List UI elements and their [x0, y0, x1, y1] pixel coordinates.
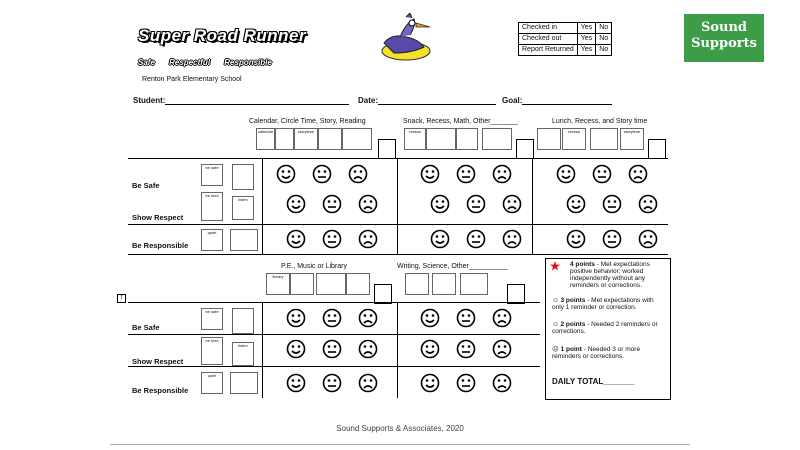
neutral-face-icon[interactable] — [322, 194, 342, 214]
smile-face-icon[interactable] — [556, 164, 576, 184]
smile-face-icon[interactable] — [286, 339, 306, 359]
neutral-face-icon[interactable] — [322, 339, 342, 359]
status-label: Report Returned — [519, 45, 578, 56]
science-icon — [432, 273, 456, 295]
frown-face-icon[interactable] — [502, 194, 522, 214]
reading-icon — [342, 128, 372, 150]
legend-3-title: 3 points — [560, 297, 586, 304]
status-no[interactable]: No — [596, 45, 612, 56]
neutral-face-icon[interactable] — [466, 229, 486, 249]
smile-face-icon: ☺ — [552, 297, 559, 304]
legend-1-desc: - Needed 3 or more reminders or corrections. — [552, 346, 641, 360]
neutral-face-icon[interactable] — [322, 229, 342, 249]
be-kind-icon — [201, 192, 223, 221]
frown-face-icon[interactable] — [638, 229, 658, 249]
goal-line[interactable] — [522, 104, 612, 105]
icon-caption: library — [272, 274, 284, 279]
writing-icon — [405, 273, 429, 295]
smile-face-icon[interactable] — [566, 229, 586, 249]
be-safe-icon — [201, 164, 223, 186]
neutral-face-icon: ☺ — [552, 321, 559, 328]
grid-line — [397, 302, 398, 398]
row-label-show-respect: Show Respect — [132, 357, 184, 366]
quiet-icon — [201, 372, 223, 394]
math-icon — [456, 128, 478, 150]
neutral-face-icon[interactable] — [456, 308, 476, 328]
footer-rule — [110, 444, 690, 445]
neutral-face-icon[interactable] — [322, 373, 342, 393]
smile-face-icon[interactable] — [420, 339, 440, 359]
checkbox[interactable] — [507, 284, 525, 304]
frown-face-icon[interactable] — [492, 164, 512, 184]
neutral-face-icon[interactable] — [456, 164, 476, 184]
icon-caption: storytime — [623, 129, 641, 134]
activity-label: Snack, Recess, Math, Other_______ — [403, 118, 518, 125]
legend-4-points — [570, 261, 666, 289]
be-kind-icon — [201, 337, 223, 365]
recess-icon — [562, 128, 586, 150]
status-yes[interactable]: Yes — [577, 34, 595, 45]
checkbox[interactable] — [374, 284, 392, 304]
icon-caption: be kind — [205, 338, 219, 343]
child-icon — [232, 164, 254, 190]
icon-caption: quiet — [207, 373, 217, 378]
row-label-be-safe: Be Safe — [132, 181, 160, 190]
frown-face-icon[interactable] — [502, 229, 522, 249]
snack-icon — [426, 128, 456, 150]
checkbox[interactable] — [378, 139, 396, 159]
motto-safe: Safe — [138, 58, 155, 67]
smile-face-icon[interactable] — [286, 308, 306, 328]
status-label: Checked out — [519, 34, 578, 45]
grid-line — [128, 158, 668, 159]
footer-credit: Sound Supports & Associates, 2020 — [336, 424, 464, 433]
row-label-be-responsible: Be Responsible — [132, 386, 189, 395]
student-label: Student: — [133, 96, 166, 105]
frown-face-icon[interactable] — [492, 373, 512, 393]
legend-3-desc: - Met expectations with only 1 reminder or correction. — [552, 297, 654, 311]
listen-icon — [232, 342, 254, 366]
date-field[interactable] — [358, 96, 496, 105]
line-up-icon — [230, 229, 258, 251]
logo-line-2: Supports — [691, 36, 757, 51]
status-yes[interactable]: Yes — [577, 23, 595, 34]
recess-icon — [404, 128, 426, 150]
icon-caption: be safe — [205, 165, 219, 170]
icon-caption: storytime — [297, 129, 315, 134]
status-table — [518, 22, 612, 56]
activity-label: P.E., Music or Library — [281, 263, 348, 270]
story-icon — [318, 128, 342, 150]
smile-face-icon[interactable] — [430, 194, 450, 214]
date-line[interactable] — [378, 104, 496, 105]
icon-caption: listen — [238, 197, 248, 202]
line-up-icon — [230, 372, 258, 394]
neutral-face-icon[interactable] — [602, 229, 622, 249]
logo-line-1: Sound — [700, 20, 748, 35]
legend-2-points — [552, 321, 666, 335]
grid-line — [128, 366, 540, 367]
icon-caption: recess — [409, 129, 421, 134]
row-label-be-safe: Be Safe — [132, 323, 160, 332]
smile-face-icon[interactable] — [420, 373, 440, 393]
storytime-icon — [294, 128, 318, 150]
row-label-be-responsible: Be Responsible — [132, 241, 189, 250]
grid-line — [532, 158, 533, 254]
storytime-icon — [620, 128, 644, 150]
activity-label: Lunch, Recess, and Story time — [552, 118, 648, 125]
smile-face-icon[interactable] — [420, 164, 440, 184]
grid-line — [262, 302, 263, 398]
smile-face-icon[interactable] — [420, 308, 440, 328]
grid-line — [128, 334, 540, 335]
child-icon — [232, 308, 254, 334]
anchor-icon[interactable]: f — [117, 294, 126, 303]
frown-face-icon[interactable] — [358, 373, 378, 393]
road-runner-illustration — [372, 13, 436, 63]
icon-caption: listen — [238, 343, 248, 348]
calendar-icon — [256, 128, 275, 150]
grid-line — [128, 302, 540, 303]
legend-3-points — [552, 297, 666, 311]
status-no[interactable]: No — [596, 34, 612, 45]
frown-face-icon[interactable] — [358, 194, 378, 214]
legend-2-desc: - Needed 2 reminders or corrections. — [552, 321, 658, 335]
be-safe-icon — [201, 308, 223, 330]
checkbox[interactable] — [648, 139, 666, 159]
neutral-face-icon[interactable] — [602, 194, 622, 214]
status-row-checked-out — [519, 34, 612, 45]
smile-face-icon[interactable] — [430, 229, 450, 249]
points-legend — [545, 258, 671, 400]
listen-icon — [232, 196, 254, 220]
date-label: Date: — [358, 96, 379, 105]
frown-face-icon[interactable] — [492, 308, 512, 328]
smile-face-icon[interactable] — [286, 373, 306, 393]
neutral-face-icon[interactable] — [592, 164, 612, 184]
neutral-face-icon[interactable] — [456, 373, 476, 393]
smile-face-icon[interactable] — [286, 194, 306, 214]
status-yes[interactable]: Yes — [577, 45, 595, 56]
status-label: Checked in — [519, 23, 578, 34]
frown-face-icon[interactable] — [358, 229, 378, 249]
quiet-icon — [201, 229, 223, 251]
sound-supports-logo — [684, 14, 764, 62]
frown-face-icon[interactable] — [628, 164, 648, 184]
line-up-icon — [590, 128, 618, 150]
other-icon — [482, 128, 512, 150]
pe-icon — [316, 273, 346, 295]
legend-1-title: 1 point — [560, 346, 582, 353]
icon-caption: be kind — [205, 193, 219, 198]
page-title: Super Road Runner — [138, 26, 307, 45]
smile-face-icon[interactable] — [566, 194, 586, 214]
music-icon — [290, 273, 314, 295]
circle-time-icon — [275, 128, 294, 150]
activity-label: Writing, Science, Other__________ — [397, 263, 508, 270]
icon-caption: recess — [568, 129, 580, 134]
motto-responsible: Responsible — [224, 58, 272, 67]
status-row-checked-in — [519, 23, 612, 34]
motto — [138, 58, 284, 67]
group-icon — [346, 273, 370, 295]
school-name: Renton Park Elementary School — [142, 76, 242, 83]
motto-respectful: Respectful — [169, 58, 211, 67]
neutral-face-icon[interactable] — [456, 339, 476, 359]
legend-2-title: 2 points — [560, 321, 586, 328]
neutral-face-icon[interactable] — [312, 164, 332, 184]
smile-face-icon[interactable] — [276, 164, 296, 184]
icon-caption: be safe — [205, 309, 219, 314]
goal-field[interactable] — [502, 96, 612, 105]
icon-caption: calendar — [257, 129, 274, 134]
student-line[interactable] — [165, 104, 349, 105]
legend-1-point — [552, 345, 666, 360]
checkbox[interactable] — [516, 139, 534, 159]
frown-face-icon[interactable] — [358, 308, 378, 328]
status-no[interactable]: No — [596, 23, 612, 34]
grid-line — [397, 158, 398, 254]
daily-total[interactable]: DAILY TOTAL_______ — [552, 377, 635, 386]
grid-line — [262, 158, 263, 254]
frown-face-icon[interactable] — [638, 194, 658, 214]
activity-label: Calendar, Circle Time, Story, Reading — [249, 118, 366, 125]
smile-face-icon[interactable] — [286, 229, 306, 249]
library-icon — [266, 273, 290, 295]
row-label-show-respect: Show Respect — [132, 213, 184, 222]
legend-4-desc: - Met expectations positive behavior; worked independently without any reminders or corrections. — [570, 261, 650, 289]
goal-label: Goal: — [502, 96, 523, 105]
frown-face-icon: ☹ — [552, 346, 559, 353]
grid-line — [128, 254, 668, 255]
lunch-icon — [537, 128, 561, 150]
neutral-face-icon[interactable] — [466, 194, 486, 214]
frown-face-icon[interactable] — [358, 339, 378, 359]
grid-line — [128, 224, 668, 225]
student-field[interactable] — [133, 96, 349, 105]
icon-caption: quiet — [207, 230, 217, 235]
star-icon — [550, 261, 560, 271]
status-row-report-returned — [519, 45, 612, 56]
frown-face-icon[interactable] — [348, 164, 368, 184]
legend-4-title: 4 points — [570, 261, 595, 268]
frown-face-icon[interactable] — [492, 339, 512, 359]
other-icon — [460, 273, 488, 295]
neutral-face-icon[interactable] — [322, 308, 342, 328]
